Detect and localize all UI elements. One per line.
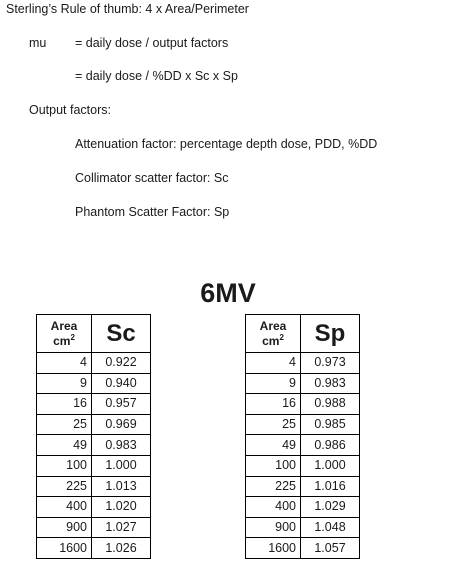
sp-value-cell: 1.016	[301, 476, 360, 497]
sc-area-cell: 9	[37, 373, 92, 394]
sc-area-cell: 100	[37, 455, 92, 476]
sp-value-cell: 1.048	[301, 517, 360, 538]
mu-equation-1: = daily dose / output factors	[75, 36, 229, 50]
table-row	[246, 455, 360, 476]
sterling-rule-text: Sterling’s Rule of thumb: 4 x Area/Perimeter	[6, 2, 249, 16]
sp-area-cell: 900	[246, 517, 301, 538]
table-row	[246, 353, 360, 374]
table-row	[37, 414, 151, 435]
sc-value-cell: 0.983	[92, 435, 151, 456]
table-row	[246, 517, 360, 538]
sc-symbol-header: Sc	[92, 315, 151, 353]
table-row	[246, 497, 360, 518]
table-row	[37, 353, 151, 374]
sc-area-cell: 400	[37, 497, 92, 518]
sc-value-cell: 0.969	[92, 414, 151, 435]
table-row	[37, 435, 151, 456]
sp-value-cell: 1.057	[301, 538, 360, 559]
sp-symbol-header: Sp	[301, 315, 360, 353]
sp-value-cell: 0.973	[301, 353, 360, 374]
sc-value-cell: 1.027	[92, 517, 151, 538]
sc-value-cell: 1.000	[92, 455, 151, 476]
sp-value-cell: 0.983	[301, 373, 360, 394]
sp-value-cell: 1.029	[301, 497, 360, 518]
sc-value-cell: 0.922	[92, 353, 151, 374]
sc-table-header	[37, 315, 151, 353]
table-row	[37, 373, 151, 394]
sp-unit-sup: 2	[279, 332, 284, 342]
table-row	[246, 394, 360, 415]
sp-area-cell: 225	[246, 476, 301, 497]
table-row	[246, 373, 360, 394]
sp-table-body	[246, 353, 360, 559]
sp-area-cell: 16	[246, 394, 301, 415]
phantom-scatter-item: Phantom Scatter Factor: Sp	[75, 205, 230, 219]
sc-table-body	[37, 353, 151, 559]
sp-area-cell: 9	[246, 373, 301, 394]
sc-value-cell: 0.957	[92, 394, 151, 415]
sp-area-label: Area	[259, 318, 287, 333]
sc-area-cell: 900	[37, 517, 92, 538]
sp-area-cell: 49	[246, 435, 301, 456]
sp-value-cell: 0.988	[301, 394, 360, 415]
mu-label: mu	[29, 36, 47, 50]
sc-value-cell: 0.940	[92, 373, 151, 394]
sc-area-header	[37, 315, 92, 353]
table-row	[37, 497, 151, 518]
sc-area-cell: 25	[37, 414, 92, 435]
sp-area-cell: 25	[246, 414, 301, 435]
sp-value-cell: 0.986	[301, 435, 360, 456]
table-row	[37, 394, 151, 415]
table-row	[246, 414, 360, 435]
sp-value-cell: 1.000	[301, 455, 360, 476]
sp-area-header	[246, 315, 301, 353]
table-row	[37, 455, 151, 476]
sc-value-cell: 1.013	[92, 476, 151, 497]
table-row	[37, 517, 151, 538]
sp-area-cell: 1600	[246, 538, 301, 559]
table-row	[246, 476, 360, 497]
sc-area-label: Area	[50, 318, 78, 333]
sp-value-cell: 0.985	[301, 414, 360, 435]
sp-unit-label: cm	[262, 333, 280, 348]
table-row	[37, 538, 151, 559]
table-row	[246, 538, 360, 559]
sc-area-cell: 16	[37, 394, 92, 415]
sp-table	[245, 314, 360, 559]
collimator-scatter-item: Collimator scatter factor: Sc	[75, 171, 229, 185]
sc-unit-sup: 2	[70, 332, 75, 342]
sp-area-cell: 4	[246, 353, 301, 374]
sc-area-cell: 49	[37, 435, 92, 456]
sp-area-cell: 400	[246, 497, 301, 518]
sc-area-cell: 1600	[37, 538, 92, 559]
sc-table	[36, 314, 151, 559]
sp-area-cell: 100	[246, 455, 301, 476]
energy-heading: 6MV	[200, 278, 256, 308]
table-row	[37, 476, 151, 497]
output-factors-heading: Output factors:	[29, 103, 111, 117]
sp-table-header	[246, 315, 360, 353]
sc-area-cell: 225	[37, 476, 92, 497]
sc-unit-label: cm	[53, 333, 71, 348]
sc-value-cell: 1.020	[92, 497, 151, 518]
attenuation-factor-item: Attenuation factor: percentage depth dose, PDD, %DD	[75, 137, 378, 151]
mu-equation-2: = daily dose / %DD x Sc x Sp	[75, 69, 238, 83]
table-row	[246, 435, 360, 456]
sc-area-cell: 4	[37, 353, 92, 374]
sc-value-cell: 1.026	[92, 538, 151, 559]
